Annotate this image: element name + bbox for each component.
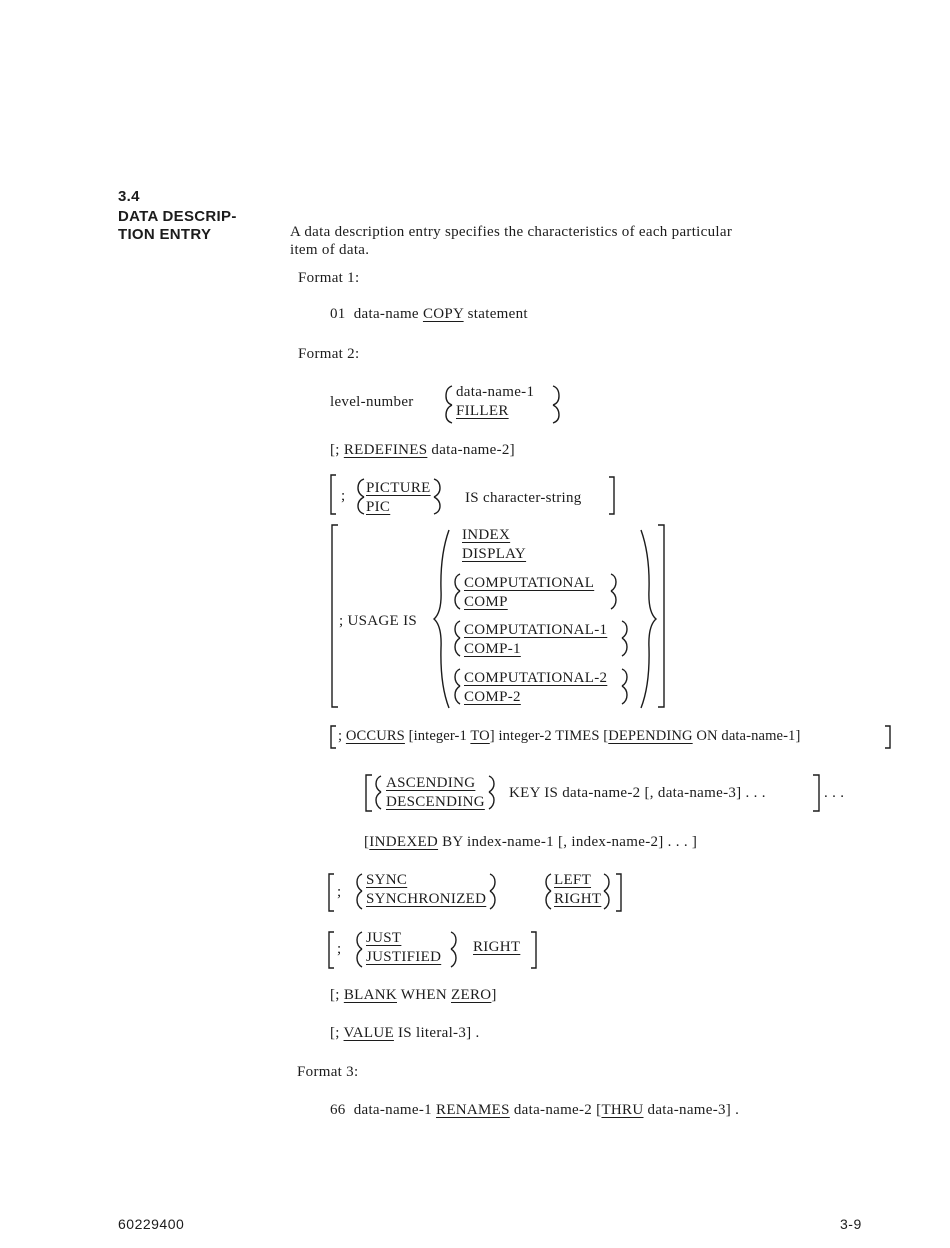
thru-keyword: THRU: [601, 1102, 644, 1118]
picture-semicolon: ;: [341, 488, 346, 504]
just-semicolon: ;: [337, 941, 342, 957]
level-number: level-number: [330, 394, 414, 410]
section-title-line1: DATA DESCRIP-: [118, 208, 237, 225]
renames-keyword: RENAMES: [436, 1102, 510, 1118]
value-rest: IS literal-3] .: [393, 1025, 480, 1041]
redefines-open: [;: [330, 442, 344, 458]
usage-display: DISPLAY: [462, 546, 527, 562]
key-ellipsis: . . .: [824, 785, 845, 801]
copy-keyword: COPY: [422, 306, 464, 322]
indexed-rest: BY index-name-1 [, index-name-2] . . . ]: [438, 834, 698, 850]
usage-index: INDEX: [462, 527, 511, 543]
format2-label: Format 2:: [298, 346, 360, 362]
usage-computational: COMPUTATIONAL: [464, 575, 595, 591]
depending-keyword: DEPENDING: [608, 728, 693, 744]
format3-mid: data-name-2 [: [509, 1102, 602, 1118]
indexed-open: [: [364, 834, 370, 850]
key-is-clause: KEY IS data-name-2 [, data-name-3] . . .: [509, 785, 766, 801]
format1-statement-word: statement: [467, 306, 528, 322]
occurs-open: [integer-1: [404, 728, 471, 744]
picture-keyword: PICTURE: [366, 480, 431, 496]
occurs-prefix: ;: [338, 728, 346, 744]
blank-clause: [330, 987, 497, 1004]
occurs-clause: [338, 728, 800, 745]
indexed-clause: [364, 834, 697, 851]
document-number: 60229400: [118, 1216, 185, 1232]
blank-open: [;: [330, 987, 344, 1003]
filler-keyword: FILLER: [456, 403, 509, 419]
to-keyword: TO: [470, 728, 490, 744]
occurs-keyword: OCCURS: [345, 728, 405, 744]
sync-keyword: SYNC: [366, 872, 408, 888]
format1-data-name: data-name: [353, 306, 419, 322]
right-keyword-sync: RIGHT: [554, 891, 602, 907]
blank-keyword: BLANK: [343, 987, 397, 1003]
redefines-clause: [330, 442, 515, 459]
left-keyword: LEFT: [554, 872, 592, 888]
right-keyword-just: RIGHT: [473, 939, 521, 955]
value-open: [;: [330, 1025, 344, 1041]
intro-line-1: A data description entry specifies the characteristics of each particular: [290, 224, 733, 240]
indexed-keyword: INDEXED: [369, 834, 439, 850]
format3-end: data-name-3] .: [643, 1102, 740, 1118]
value-keyword: VALUE: [343, 1025, 394, 1041]
brace-left-level: [446, 386, 452, 423]
section-title-line2: TION ENTRY: [118, 226, 212, 243]
usage-is: ; USAGE IS: [339, 613, 418, 629]
format1-label: Format 1:: [298, 270, 360, 286]
blank-when: WHEN: [397, 987, 452, 1003]
format3-statement: [330, 1102, 739, 1119]
sync-semicolon: ;: [337, 884, 342, 900]
section-number: 3.4: [118, 188, 140, 205]
usage-computational-1: COMPUTATIONAL-1: [464, 622, 608, 638]
just-keyword: JUST: [366, 930, 402, 946]
descending-keyword: DESCENDING: [386, 794, 485, 810]
page-number: 3-9: [840, 1216, 862, 1232]
synchronized-keyword: SYNCHRONIZED: [366, 891, 487, 907]
format3-prefix: 66 data-name-1: [330, 1102, 437, 1118]
zero-keyword: ZERO: [451, 987, 492, 1003]
usage-comp: COMP: [464, 594, 508, 610]
usage-computational-2: COMPUTATIONAL-2: [464, 670, 608, 686]
usage-comp-1: COMP-1: [464, 641, 521, 657]
usage-comp-2: COMP-2: [464, 689, 521, 705]
redefines-keyword: REDEFINES: [343, 442, 428, 458]
data-name-1: data-name-1: [456, 384, 535, 400]
occurs-mid: ] integer-2 TIMES [: [489, 728, 609, 744]
pic-keyword: PIC: [366, 499, 391, 515]
brace-right-level: [553, 386, 559, 423]
value-clause: [330, 1025, 480, 1042]
justified-keyword: JUSTIFIED: [366, 949, 442, 965]
format3-label: Format 3:: [297, 1064, 359, 1080]
ascending-keyword: ASCENDING: [386, 775, 476, 791]
intro-line-2: item of data.: [290, 242, 370, 258]
redefines-rest: data-name-2]: [427, 442, 515, 458]
format1-level: 01: [330, 306, 346, 322]
occurs-end: ON data-name-1]: [692, 728, 801, 744]
blank-close: ]: [491, 987, 497, 1003]
is-character-string: IS character-string: [465, 490, 582, 506]
